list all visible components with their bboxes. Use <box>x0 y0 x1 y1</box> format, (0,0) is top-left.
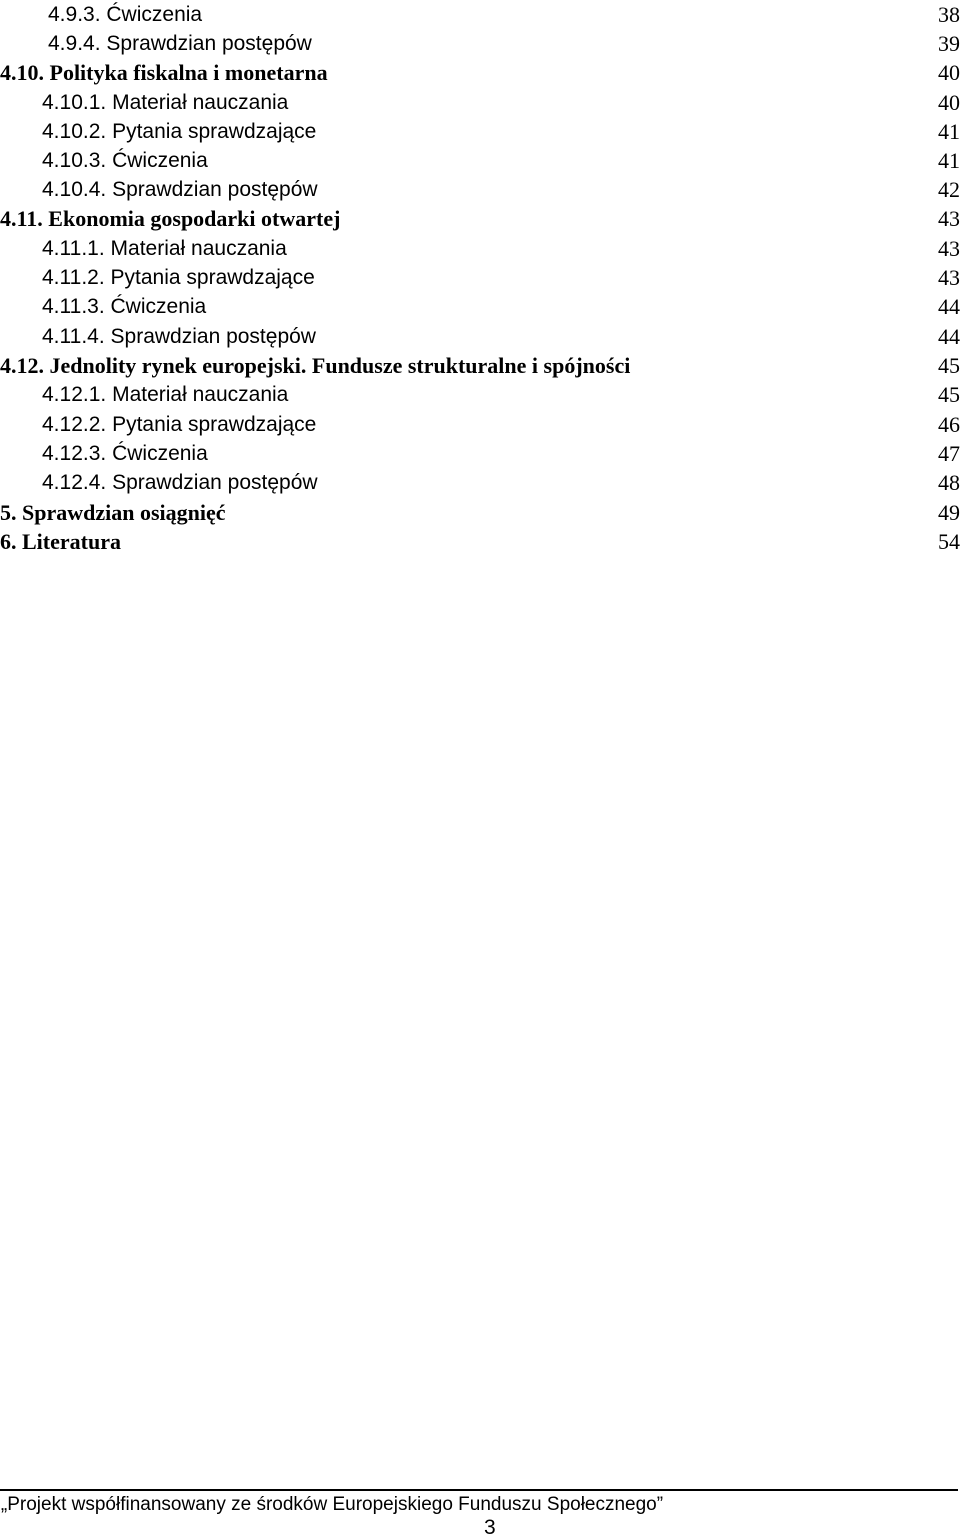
toc-entry-title: 4.10. Polityka fiskalna i monetarna <box>0 60 328 85</box>
toc-entry-page: 44 <box>938 294 960 319</box>
toc-entry-page: 45 <box>938 353 960 378</box>
toc-entry-title: 4.9.3. Ćwiczenia <box>48 3 203 26</box>
toc-entry-page: 48 <box>938 470 960 495</box>
toc-entry-page: 43 <box>938 236 960 261</box>
toc-entry-page: 39 <box>938 31 960 56</box>
toc-chapter-entry <box>0 527 960 556</box>
footer-page-number: 3 <box>484 1516 496 1539</box>
toc-entry <box>0 439 960 468</box>
toc-entry <box>0 380 960 409</box>
toc-entry <box>0 175 960 204</box>
footer-funding-note: „Projekt współfinansowany ze środków Europejskiego Funduszu Społecznego” <box>0 1494 664 1515</box>
toc-entry <box>0 468 960 497</box>
toc-entry <box>0 234 960 263</box>
footer-divider <box>0 1489 958 1491</box>
toc-entry-page: 41 <box>938 119 960 144</box>
toc-entry <box>0 117 960 146</box>
toc-entry-page: 41 <box>938 148 960 173</box>
toc-entry <box>0 88 960 117</box>
toc-entry-title: 6. Literatura <box>0 529 121 554</box>
toc-entry-title: 4.12.1. Materiał nauczania <box>42 383 289 406</box>
toc-entry-title: 5. Sprawdzian osiągnięć <box>0 500 226 525</box>
toc-entry-page: 45 <box>938 382 960 407</box>
toc-entry-title: 4.11.4. Sprawdzian postępów <box>42 325 316 348</box>
toc-entry-page: 40 <box>938 60 960 85</box>
toc-entry-page: 47 <box>938 441 960 466</box>
toc-entry <box>0 322 960 351</box>
toc-entry-page: 40 <box>938 90 960 115</box>
toc-entry-page: 42 <box>938 177 960 202</box>
toc-entry-page: 43 <box>938 206 960 231</box>
toc-entry-title: 4.10.2. Pytania sprawdzające <box>42 120 317 143</box>
toc-entry-title: 4.11.1. Materiał nauczania <box>42 237 287 260</box>
toc-entry-page: 38 <box>938 2 960 27</box>
toc-entry <box>0 292 960 321</box>
toc-entry-title: 4.11.2. Pytania sprawdzające <box>42 266 315 289</box>
toc-entry-title: 4.11.3. Ćwiczenia <box>42 295 207 318</box>
toc-entry <box>0 0 960 29</box>
toc-entry-title: 4.9.4. Sprawdzian postępów <box>48 32 312 55</box>
toc-section-entry <box>0 351 960 380</box>
toc-section-entry <box>0 204 960 233</box>
toc-entry <box>0 263 960 292</box>
toc-entry-page: 46 <box>938 412 960 437</box>
toc-chapter-entry <box>0 498 960 527</box>
toc-entry-title: 4.12. Jednolity rynek europejski. Fundusze strukturalne i spójności <box>0 353 631 378</box>
toc-entry-page: 54 <box>938 529 960 554</box>
toc-entry-title: 4.10.1. Materiał nauczania <box>42 91 289 114</box>
toc-entry-title: 4.12.4. Sprawdzian postępów <box>42 471 318 494</box>
toc-entry-page: 43 <box>938 265 960 290</box>
toc-entry-title: 4.12.3. Ćwiczenia <box>42 442 208 465</box>
toc-entry-page: 44 <box>938 324 960 349</box>
toc-entry-title: 4.11. Ekonomia gospodarki otwartej <box>0 206 341 231</box>
toc-entry-title: 4.10.4. Sprawdzian postępów <box>42 178 318 201</box>
toc-entry-title: 4.10.3. Ćwiczenia <box>42 149 208 172</box>
toc-entry-title: 4.12.2. Pytania sprawdzające <box>42 413 317 436</box>
toc-section-entry <box>0 58 960 87</box>
toc-entry-page: 49 <box>938 500 960 525</box>
toc-entry <box>0 29 960 58</box>
toc-entry <box>0 146 960 175</box>
toc-entry <box>0 410 960 439</box>
